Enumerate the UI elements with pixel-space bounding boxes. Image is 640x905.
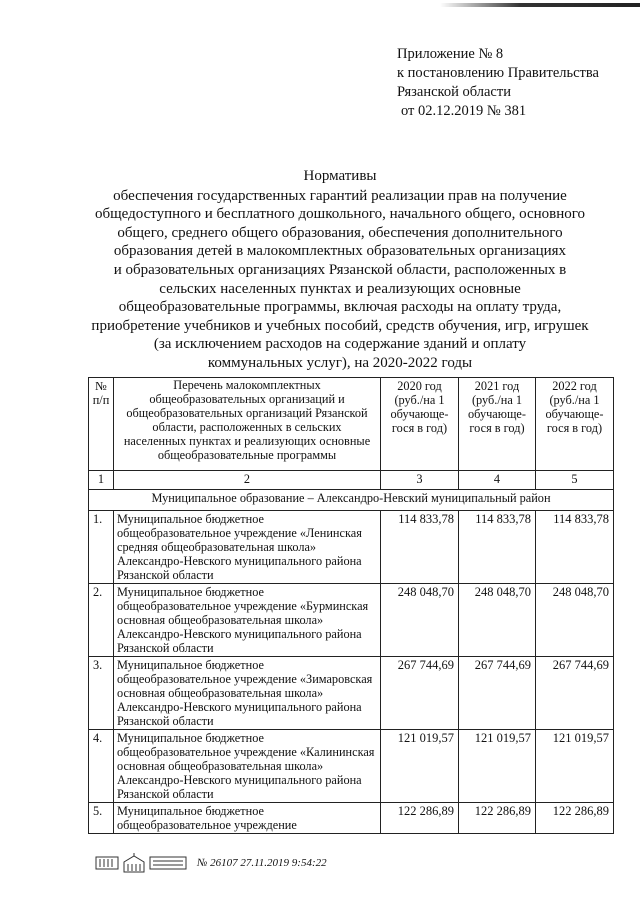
row-number: 1.	[89, 511, 114, 584]
annex-block	[397, 45, 599, 121]
municipality-name: Муниципальное образование – Александро-Невский муниципальный район	[89, 490, 614, 511]
title-line: сельских населенных пунктах и реализующих основные	[159, 280, 521, 297]
column-index: 2	[114, 471, 381, 490]
column-index: 1	[89, 471, 114, 490]
column-index: 4	[459, 471, 536, 490]
institution-name: Муниципальное бюджетное общеобразовательное учреждение «Зимаровская основная общеобразовательная школа» Александро-Невского муниципального района Рязанской области	[114, 657, 381, 730]
title-line: и образовательных организациях Рязанской области, расположенных в	[113, 261, 567, 278]
title-line: общедоступного и бесплатного дошкольного, начального общего, основного	[94, 206, 586, 223]
registration-stamp	[95, 852, 187, 874]
building-icon	[121, 852, 147, 874]
table-row	[89, 511, 614, 584]
row-number: 5.	[89, 803, 114, 834]
title-line: образования детей в малокомплектных образовательных организациях	[113, 243, 567, 260]
value-2021: 114 833,78	[459, 511, 536, 584]
column-index: 3	[381, 471, 459, 490]
title-line: приобретение учебников и учебных пособий, средств обучения, игр, игрушек	[91, 317, 589, 334]
annex-resolution: к постановлению Правительства	[397, 65, 599, 81]
annex-number: Приложение № 8	[397, 46, 504, 62]
annex-region: Рязанской области	[397, 84, 511, 100]
title-line: общеобразовательные программы, включая расходы на оплату труда,	[118, 299, 562, 316]
institution-name: Муниципальное бюджетное общеобразовательное учреждение «Бурминская основная общеобразовательная школа» Александро-Невского муниципального района Рязанской области	[114, 584, 381, 657]
title-line: общего, среднего общего образования, обеспечения дополнительного	[117, 224, 563, 241]
value-2021: 121 019,57	[459, 730, 536, 803]
table-row	[89, 803, 614, 834]
row-number: 2.	[89, 584, 114, 657]
row-number: 4.	[89, 730, 114, 803]
scan-artifact	[440, 3, 640, 7]
title-heading: Нормативы	[303, 168, 377, 184]
title-line: коммунальных услуг), на 2020-2022 годы	[207, 354, 473, 371]
header-2020: 2020 год (руб./на 1 обучающе-гося в год)	[381, 378, 459, 471]
header-2021: 2021 год (руб./на 1 обучающе-гося в год)	[459, 378, 536, 471]
title-line: (за исключением расходов на содержание зданий и оплату	[153, 336, 527, 353]
header-2022: 2022 год (руб./на 1 обучающе-гося в год)	[536, 378, 614, 471]
registration-number: № 26107 27.11.2019 9:54:22	[197, 857, 327, 869]
table-row	[89, 730, 614, 803]
table-row	[89, 584, 614, 657]
value-2021: 267 744,69	[459, 657, 536, 730]
value-2022: 248 048,70	[536, 584, 614, 657]
title-line: обеспечения государственных гарантий реализации прав на получение	[113, 187, 567, 204]
value-2022: 267 744,69	[536, 657, 614, 730]
institution-name: Муниципальное бюджетное общеобразовательное учреждение «Ленинская средняя общеобразовательная школа» Александро-Невского муниципального района Рязанской области	[114, 511, 381, 584]
value-2020: 122 286,89	[381, 803, 459, 834]
row-number: 3.	[89, 657, 114, 730]
table-row	[89, 657, 614, 730]
column-index-row	[89, 471, 614, 490]
value-2020: 248 048,70	[381, 584, 459, 657]
institution-name: Муниципальное бюджетное общеобразовательное учреждение	[114, 803, 381, 834]
municipality-row	[89, 490, 614, 511]
annex-date: от 02.12.2019 № 381	[401, 103, 527, 119]
norms-table	[88, 377, 614, 834]
column-index: 5	[536, 471, 614, 490]
table-header-row	[89, 378, 614, 471]
value-2020: 121 019,57	[381, 730, 459, 803]
institution-name: Муниципальное бюджетное общеобразовательное учреждение «Калининская основная общеобразовательная школа» Александро-Невского муниципального района Рязанской области	[114, 730, 381, 803]
value-2020: 114 833,78	[381, 511, 459, 584]
header-name: Перечень малокомплектных общеобразовательных организаций и общеобразовательных организаций Рязанской области, расположенных в сельских населенных пунктах и реализующих основные общеобразовательные программы	[114, 378, 381, 471]
stamp-bars-icon	[95, 854, 119, 872]
value-2020: 267 744,69	[381, 657, 459, 730]
value-2022: 122 286,89	[536, 803, 614, 834]
value-2022: 114 833,78	[536, 511, 614, 584]
document-title	[80, 167, 600, 373]
header-num: № п/п	[89, 378, 114, 471]
stamp-label-icon	[149, 854, 187, 872]
value-2022: 121 019,57	[536, 730, 614, 803]
value-2021: 122 286,89	[459, 803, 536, 834]
value-2021: 248 048,70	[459, 584, 536, 657]
footer	[95, 852, 327, 874]
